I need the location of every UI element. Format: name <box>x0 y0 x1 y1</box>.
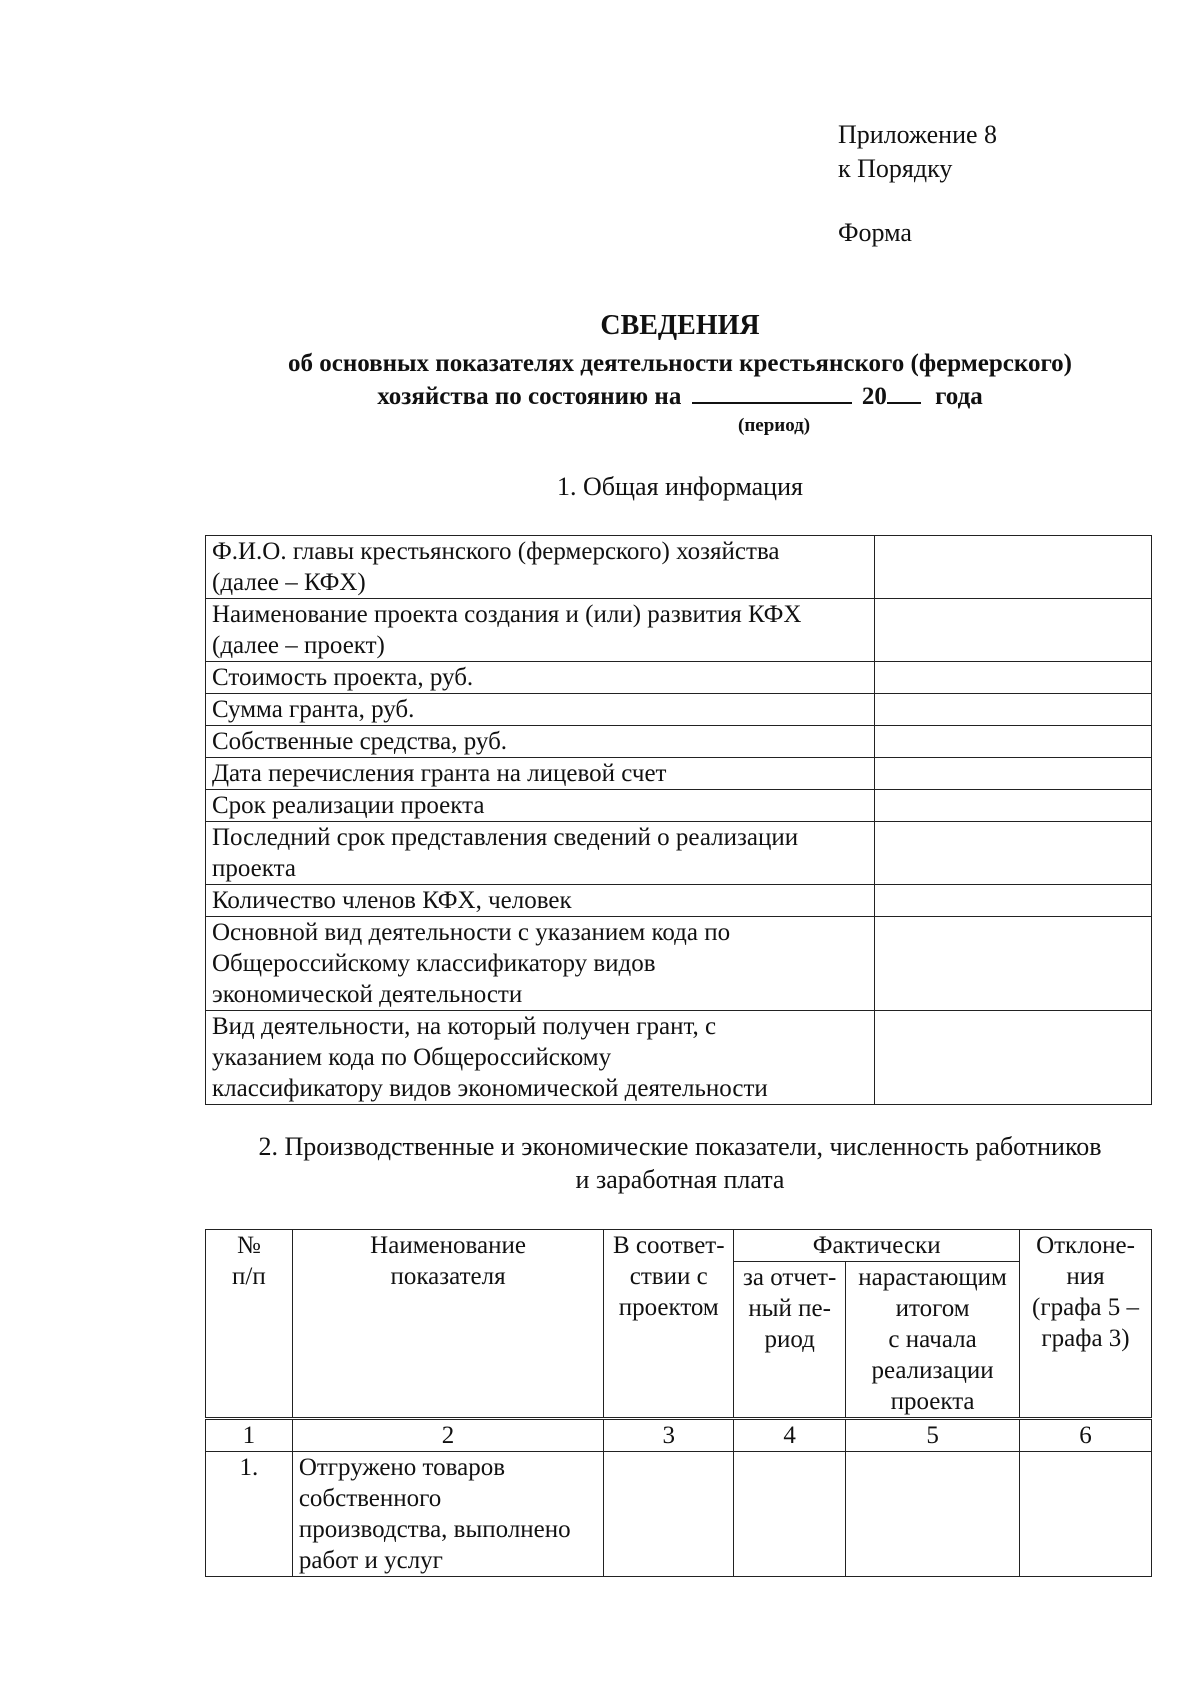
info-row-value-cell[interactable] <box>875 536 1152 599</box>
header-line: (графа 5 – <box>1032 1294 1140 1321</box>
subtitle-prefix: хозяйства по состоянию на <box>377 383 682 410</box>
general-info-table <box>205 535 1152 1105</box>
info-row-label-line: (далее – проект) <box>212 632 385 659</box>
info-row-value-cell[interactable] <box>875 662 1152 694</box>
column-number: 5 <box>846 1419 1020 1452</box>
row-indicator-name-line: Отгружено товаров <box>298 1454 506 1481</box>
column-number: 2 <box>292 1419 603 1452</box>
header-line: за отчет- <box>743 1264 837 1291</box>
info-row-label-line: Дата перечисления гранта на лицевой счет <box>212 760 667 787</box>
row-indicator-name-line: собственного <box>298 1485 442 1512</box>
header-line: нарастающим <box>858 1264 1007 1291</box>
header-num <box>206 1230 293 1419</box>
row-number: 1. <box>206 1452 293 1577</box>
info-row-label-line: (далее – КФХ) <box>212 569 366 596</box>
header-line: риод <box>764 1326 815 1353</box>
info-row-value-cell[interactable] <box>875 885 1152 917</box>
info-row-label-line: проекта <box>212 855 296 882</box>
cumulative-value-cell[interactable] <box>846 1452 1020 1577</box>
info-row-label <box>206 1011 875 1105</box>
info-row-value-cell[interactable] <box>875 1011 1152 1105</box>
table-row <box>206 1452 1152 1577</box>
info-row-label-line: Основной вид деятельности с указанием кода по <box>212 919 731 946</box>
header-deviation <box>1020 1230 1152 1419</box>
deviation-value-cell[interactable] <box>1020 1452 1152 1577</box>
info-row-label <box>206 822 875 885</box>
info-row-label <box>206 917 875 1011</box>
appendix-line1: Приложение 8 <box>838 120 998 149</box>
header-line: показателя <box>390 1263 506 1290</box>
info-row-label-line: указанием кода по Общероссийскому <box>212 1044 612 1071</box>
header-line: п/п <box>232 1263 266 1290</box>
header-name <box>292 1230 603 1419</box>
info-row <box>206 536 1152 599</box>
info-row-label <box>206 790 875 822</box>
header-line: В соответ- <box>612 1232 725 1259</box>
info-row-label-line: Вид деятельности, на который получен грант, с <box>212 1013 717 1040</box>
info-row-value-cell[interactable] <box>875 758 1152 790</box>
header-line: с начала <box>888 1326 977 1353</box>
info-row <box>206 885 1152 917</box>
info-row <box>206 822 1152 885</box>
info-row <box>206 726 1152 758</box>
header-line: ния <box>1066 1263 1105 1290</box>
info-row <box>206 1011 1152 1105</box>
info-row-label <box>206 726 875 758</box>
period-value-cell[interactable] <box>734 1452 846 1577</box>
info-row <box>206 694 1152 726</box>
appendix-block <box>838 118 997 186</box>
column-number: 6 <box>1020 1419 1152 1452</box>
info-row <box>206 758 1152 790</box>
info-row-value-cell[interactable] <box>875 599 1152 662</box>
header-row-top <box>206 1230 1152 1262</box>
info-row-value-cell[interactable] <box>875 917 1152 1011</box>
info-row-label-line: Количество членов КФХ, человек <box>212 887 572 914</box>
info-row <box>206 917 1152 1011</box>
subtitle-suffix: года <box>935 383 983 410</box>
production-indicators-table <box>205 1229 1152 1577</box>
section2-heading-line1: 2. Производственные и экономические показатели, численность работников <box>258 1132 1102 1161</box>
info-row <box>206 599 1152 662</box>
header-cumulative <box>846 1262 1020 1419</box>
header-line: ный пе- <box>748 1295 831 1322</box>
info-row-label-line: Собственные средства, руб. <box>212 728 508 755</box>
info-row-label <box>206 885 875 917</box>
header-line: проекта <box>890 1388 975 1415</box>
header-line: реализации <box>871 1357 994 1384</box>
document-subtitle-line2 <box>200 382 1160 411</box>
header-line: Наименование <box>370 1232 526 1259</box>
column-number: 1 <box>206 1419 293 1452</box>
info-row-label-line: Срок реализации проекта <box>212 792 485 819</box>
period-blank-field[interactable] <box>692 382 852 404</box>
info-row-label-line: Стоимость проекта, руб. <box>212 664 474 691</box>
info-row-value-cell[interactable] <box>875 790 1152 822</box>
header-line: ствии с <box>629 1263 708 1290</box>
document-title: СВЕДЕНИЯ <box>600 310 760 341</box>
header-period <box>734 1262 846 1419</box>
section2-heading-line2: и заработная плата <box>575 1165 785 1194</box>
info-row-label-line: классификатору видов экономической деятельности <box>212 1075 768 1102</box>
document-subtitle-line1: об основных показателях деятельности крестьянского (фермерского) <box>287 350 1073 377</box>
header-line: проектом <box>618 1294 719 1321</box>
info-row-label <box>206 599 875 662</box>
header-line: итогом <box>895 1295 970 1322</box>
info-row-value-cell[interactable] <box>875 726 1152 758</box>
info-row-label <box>206 662 875 694</box>
form-label: Форма <box>838 218 912 247</box>
column-number: 4 <box>734 1419 846 1452</box>
year-blank-field[interactable] <box>887 382 921 404</box>
row-indicator-name-line: производства, выполнено <box>298 1516 571 1543</box>
column-number: 3 <box>604 1419 734 1452</box>
info-row-label-line: Наименование проекта создания и (или) развития КФХ <box>212 601 802 628</box>
header-project <box>604 1230 734 1419</box>
info-row-label <box>206 536 875 599</box>
header-line: графа 3) <box>1041 1325 1130 1352</box>
header-line: Отклоне- <box>1036 1232 1135 1259</box>
info-row-label-line: экономической деятельности <box>212 981 523 1008</box>
subtitle-year: 20 <box>861 383 887 410</box>
column-numbers-row <box>206 1419 1152 1452</box>
info-row-label-line: Последний срок представления сведений о реализации <box>212 824 799 851</box>
info-row-label <box>206 694 875 726</box>
appendix-line2: к Порядку <box>838 154 953 183</box>
info-row-label <box>206 758 875 790</box>
project-value-cell[interactable] <box>604 1452 734 1577</box>
section2-heading <box>200 1130 1160 1196</box>
section1-heading: 1. Общая информация <box>557 472 803 501</box>
info-row-label-line: Общероссийскому классификатору видов <box>212 950 656 977</box>
header-line: № <box>236 1232 261 1259</box>
info-row <box>206 662 1152 694</box>
info-row <box>206 790 1152 822</box>
info-row-value-cell[interactable] <box>875 694 1152 726</box>
header-actual: Фактически <box>734 1230 1020 1262</box>
info-row-label-line: Ф.И.О. главы крестьянского (фермерского) хозяйства <box>212 538 780 565</box>
info-row-label-line: Сумма гранта, руб. <box>212 696 415 723</box>
info-row-value-cell[interactable] <box>875 822 1152 885</box>
period-caption: (период) <box>738 415 811 436</box>
row-indicator-name-line: работ и услуг <box>298 1547 443 1574</box>
row-indicator-name <box>292 1452 603 1577</box>
